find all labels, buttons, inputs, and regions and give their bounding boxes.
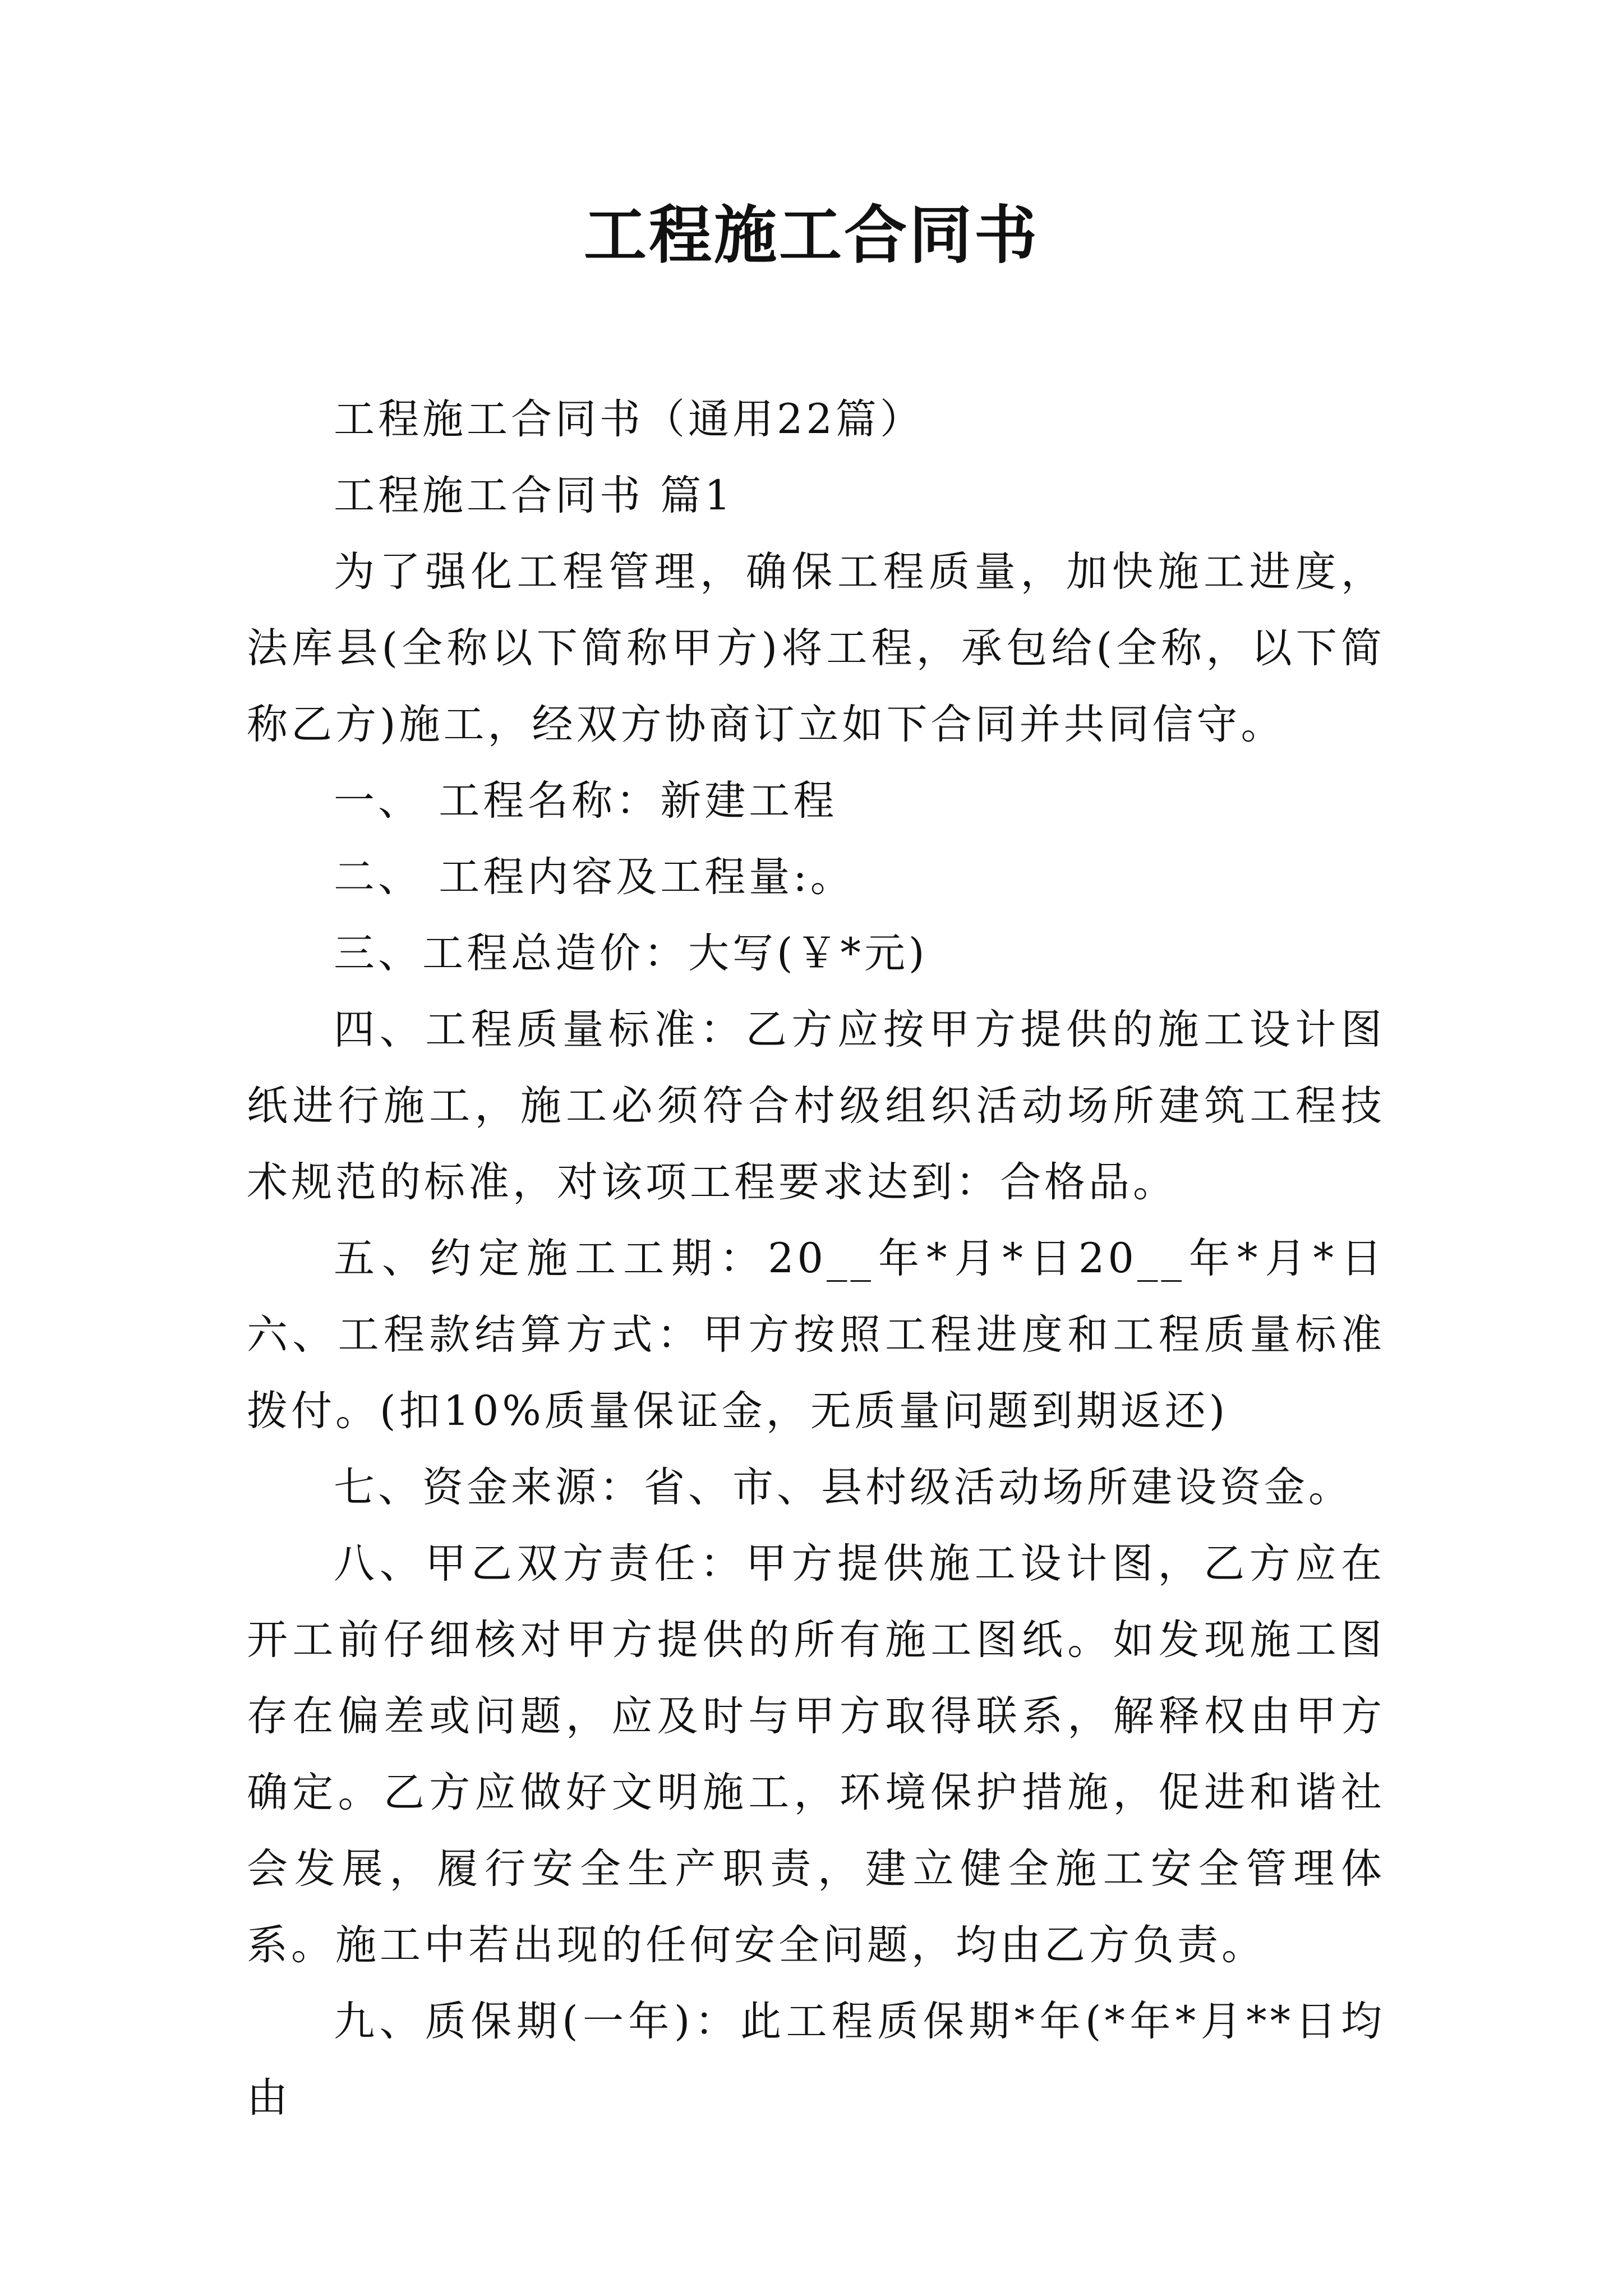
document-body xyxy=(247,381,1385,2136)
subtitle-paragraph: 工程施工合同书（通用22篇） xyxy=(334,395,924,443)
clause-quality-standard: 四、工程质量标准：乙方应按甲方提供的施工设计图纸进行施工，施工必须符合村级组织活动场所建筑工程技术规范的标准，对该项工程要求达到：合格品。 xyxy=(247,1006,1385,1206)
document-title: 工程施工合同书 xyxy=(584,199,1039,272)
clause-project-name: 一、 工程名称：新建工程 xyxy=(334,777,838,825)
section-heading: 工程施工合同书 篇1 xyxy=(334,472,734,519)
clause-construction-period: 五、约定施工工期：20__年*月*日20__年*月*日 六、工程款结算方式：甲方按照工程进度和工程质量标准拨付。(扣10%质量保证金，无质量问题到期返还) xyxy=(247,1235,1385,1435)
clause-responsibilities: 八、甲乙双方责任：甲方提供施工设计图，乙方应在开工前仔细核对甲方提供的所有施工图纸。如发现施工图存在偏差或问题，应及时与甲方取得联系，解释权由甲方确定。乙方应做好文明施工，环境保护措施，促进和谐社会发展，履行安全生产职责，建立健全施工安全管理体系。施工中若出现的任何安全问题，均由乙方负责。 xyxy=(247,1540,1385,1969)
clause-project-content: 二、 工程内容及工程量:。 xyxy=(334,853,855,901)
clause-total-cost: 三、工程总造价：大写(￥*元) xyxy=(334,930,928,977)
clause-funding-source: 七、资金来源：省、市、县村级活动场所建设资金。 xyxy=(334,1464,1353,1511)
body-paragraph: 为了强化工程管理，确保工程质量，加快施工进度，法库县(全称以下简称甲方)将工程，承包给(全称，以下简称乙方)施工，经双方协商订立如下合同并共同信守。 xyxy=(247,548,1385,748)
clause-warranty-period: 九、质保期(一年)：此工程质保期*年(*年*月**日均由 xyxy=(247,1998,1385,2122)
